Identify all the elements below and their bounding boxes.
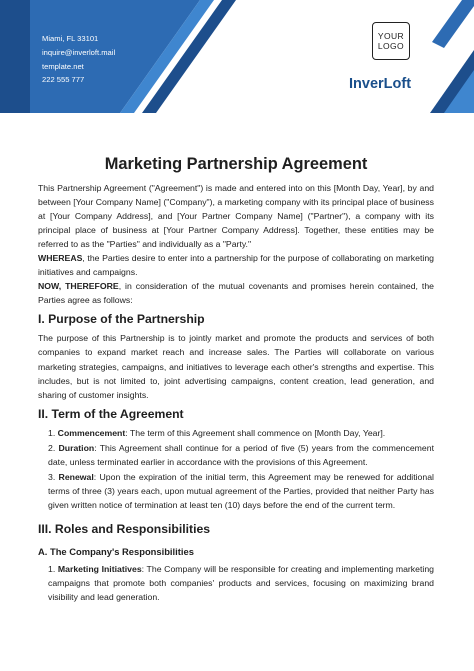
whereas-paragraph [38,251,434,279]
responsibilities-list [38,562,434,604]
therefore-label: NOW, THEREFORE [38,281,119,292]
list-item [48,562,434,604]
item-label: Commencement [57,427,126,438]
contact-phone: 222 555 777 [42,75,85,85]
logo-line1: YOUR [377,31,405,41]
intro-paragraph: This Partnership Agreement ("Agreement") is made and entered into on this [Month Day, Year], by and between [Your Company Name] ("Company"), a marketing company with its principal place of business at [Your Company Address], and [Your Partner Company Name] ("Partner"), a company with its principal place of business at [Your Partner Company Address]. Together, these entities may be referred to as the "Parties" and individually as a "Party." [38,183,434,250]
section-1-heading: I. Purpose of the Partnership [38,312,205,327]
corner-stripe-top [432,0,474,48]
list-item [48,470,434,512]
therefore-text: , in consideration of the mutual covenants and promises herein contained, the Parties agree as follows: [38,281,434,306]
document-title: Marketing Partnership Agreement [104,155,368,173]
list-number: 1. [48,563,56,574]
whereas-label: WHEREAS [38,253,83,264]
list-item [48,441,434,469]
item-label: Marketing Initiatives [57,563,142,574]
brand-name: InverLoft [349,76,412,92]
logo-placeholder [372,22,410,60]
list-number: 2. [48,442,56,453]
contact-email[interactable]: inquire@inverloft.mail [42,47,116,57]
whereas-text: , the Parties desire to enter into a partnership for the purpose of collaborating on marketing initiatives and campaigns. [38,253,434,278]
banner-strip-left [0,0,30,113]
item-text: : The Company will be responsible for creating and implementing marketing campaigns that promote both companies' products and services, focusing on maximizing brand visibility and lead generation. [48,563,434,603]
item-text: : This Agreement shall continue for a period of five (5) years from the commencement date, unless terminated earlier in accordance with the provisions of this Agreement. [48,442,434,467]
contact-block [42,32,115,87]
list-number: 1. [48,427,56,438]
item-text: : The term of this Agreement shall commence on [Month Day, Year]. [125,427,386,438]
logo-line2: LOGO [377,41,405,51]
item-text: : Upon the expiration of the initial term, this Agreement may be renewed for additional terms of three (3) years each, upon mutual agreement of the Parties, provided that neither Party has given written notice of termination at least ten (10) days before the end of the current term. [48,471,434,510]
section-1-body: The purpose of this Partnership is to jointly market and promote the products and services of both companies to expand market reach and increase sales. The Parties will collaborate on various marketing strategies, campaigns, and initiatives to leverage each other's strengths and expertise. This includes, but is not limited to, joint advertising campaigns, content creation, lead generation, and sharing of customer insights. [38,333,434,400]
header-banner [0,0,474,113]
document-body [38,155,434,605]
item-label: Renewal [58,471,94,482]
section-3a-subheading: A. The Company's Responsibilities [38,545,194,557]
section-3-heading: III. Roles and Responsibilities [38,521,211,536]
list-item [48,426,434,440]
list-number: 3. [48,471,56,482]
item-label: Duration [58,442,95,453]
section-2-heading: II. Term of the Agreement [38,406,184,421]
contact-website[interactable]: template.net [42,61,84,71]
therefore-paragraph [38,279,434,307]
term-list [38,426,434,512]
contact-address: Miami, FL 33101 [42,34,99,43]
